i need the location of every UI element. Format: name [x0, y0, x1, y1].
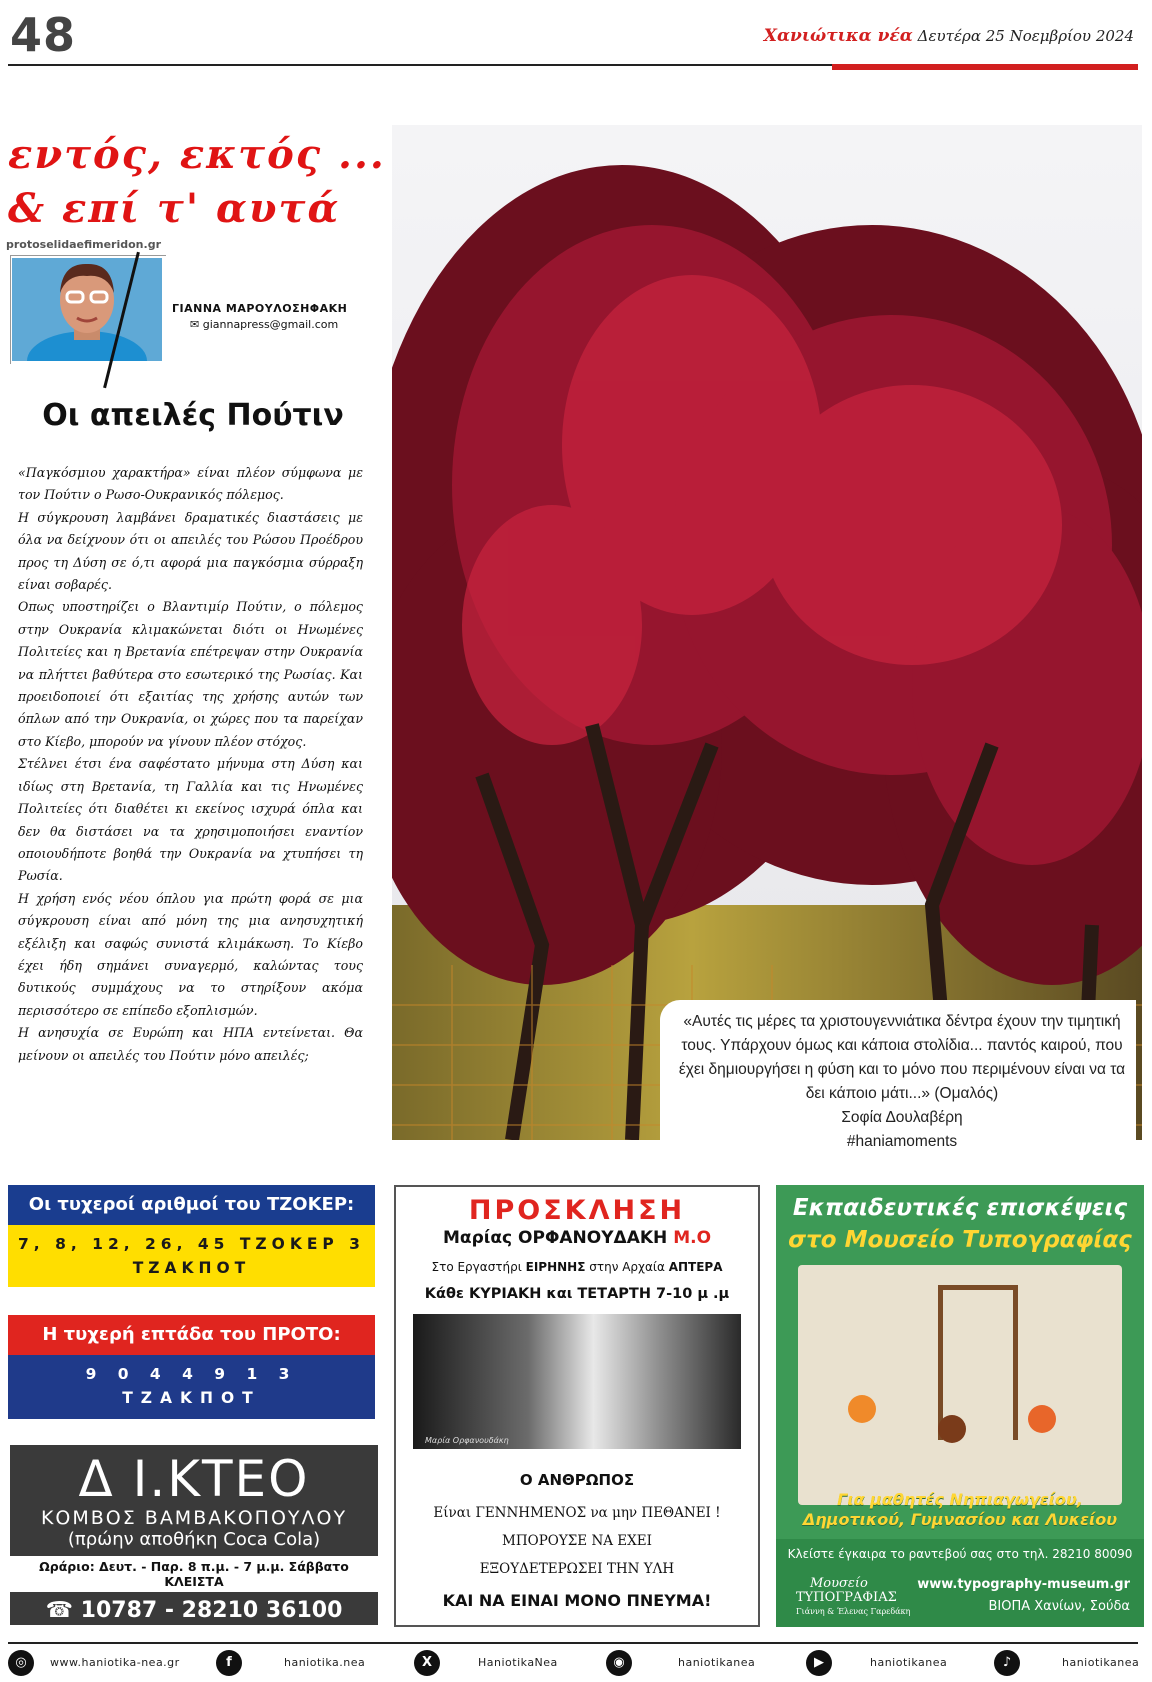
- kteo-ad[interactable]: [10, 1445, 378, 1625]
- invitation-name-text: Μαρίας ΟΡΦΑΝΟΥΔΑΚΗ: [442, 1228, 668, 1248]
- kteo-phone[interactable]: [10, 1598, 378, 1623]
- caption-author: Σοφία Δουλαβέρη: [841, 1109, 963, 1126]
- invitation-title: ΠΡΟΣΚΛΗΣΗ: [468, 1195, 686, 1226]
- author-photo: [12, 258, 162, 361]
- envelope-icon: ✉: [190, 318, 200, 331]
- invitation-line: Είναι ΓΕΝΝΗΜΕΝΟΣ να μην ΠΕΘΑΝΕΙ !: [433, 1505, 721, 1521]
- article-paragraph: Στέλνει έτσι ένα σαφέστατο μήνυμα στη Δύση και ιδίως στη Βρετανία, τη Γαλλία και τις Ηνωμένες Πολιτείες ότι διαθέτει κι εκείνος ισχυρά όπλα και δεν θα διστάσει να τα χρησιμοποιήσει εναντίον οποιουδήποτε βοηθά την Ουκρανία να χτυπήσει τη Ρωσία.: [18, 756, 363, 884]
- invitation-text: [396, 1499, 758, 1583]
- facebook-icon[interactable]: f: [216, 1650, 242, 1676]
- joker-numbers: 7, 8, 12, 26, 45 ΤΖΟΚΕΡ 3: [18, 1235, 365, 1253]
- invitation-closing: ΚΑΙ ΝΑ ΕΙΝΑΙ ΜΟΝΟ ΠΝΕΥΜΑ!: [442, 1591, 712, 1610]
- venue-mid: στην Αρχαία: [589, 1260, 665, 1274]
- newspaper-brand[interactable]: Χανιώτικα νέα: [763, 26, 913, 46]
- photo-caption: [672, 1010, 1132, 1154]
- invitation-line: ΕΞΟΥΔΕΤΕΡΩΣΕΙ ΤΗΝ ΥΛΗ: [479, 1561, 675, 1577]
- column-title-line1: εντός, εκτός ...: [8, 131, 386, 178]
- header-red-bar: [832, 64, 1138, 70]
- portrait-signature: Μαρία Ορφανουδάκη: [425, 1436, 509, 1445]
- x-icon[interactable]: X: [414, 1650, 440, 1676]
- tiktok-icon[interactable]: ♪: [994, 1650, 1020, 1676]
- kteo-logo: Δ Ι.ΚΤΕΟ: [78, 1450, 310, 1508]
- proto-jackpot: ΤΖΑΚΠΟΤ: [122, 1389, 261, 1407]
- venue-name: ΕΙΡΗΝΗΣ: [525, 1260, 586, 1274]
- caption-text: «Αυτές τις μέρες τα χριστουγεννιάτικα δέντρα έχουν την τιμητική τους. Υπάρχουν όμως και κάποια στολίδια... παντός καιρού, που έχει δημιουργήσει η φύση και το μόνο που περιμένουν είναι να τα δει κάποιο μάτι...» (Ομαλός): [678, 1013, 1126, 1102]
- page-number: 48: [10, 8, 77, 62]
- globe-icon[interactable]: ◎: [8, 1650, 34, 1676]
- venue-pre: Στο Εργαστήρι: [431, 1260, 522, 1274]
- museum-logo-sub: Γιάννη & Έλενας Γαρεδάκη: [796, 1607, 911, 1616]
- joker-results: [8, 1225, 375, 1287]
- portrait-image: [413, 1314, 741, 1449]
- footer-youtube[interactable]: haniotikanea: [870, 1656, 948, 1669]
- museum-booking: Κλείστε έγκαιρα το ραντεβού σας στο τηλ. 28210 80090: [787, 1547, 1133, 1561]
- museum-address: ΒΙΟΠΑ Χανίων, Σούδα: [988, 1599, 1130, 1614]
- invitation-name: [396, 1228, 758, 1248]
- joker-title: Οι τυχεροί αριθμοί του ΤΖΟΚΕΡ:: [8, 1185, 375, 1225]
- proto-numbers: 9 0 4 4 9 1 3: [85, 1365, 298, 1383]
- museum-audience-line1: Για μαθητές Νηπιαγωγείου,: [837, 1490, 1083, 1509]
- joker-jackpot: ΤΖΑΚΠΟΤ: [132, 1259, 251, 1277]
- column-title: [8, 128, 388, 236]
- venue-place: ΑΠΤΕΡΑ: [668, 1260, 723, 1274]
- museum-title2: στο Μουσείο Τυπογραφίας: [788, 1227, 1132, 1253]
- invitation-ad[interactable]: [394, 1185, 760, 1627]
- article-paragraph: Η ανησυχία σε Ευρώπη και ΗΠΑ εντείνεται. Θα μείνουν οι απειλές του Πούτιν μόνο απειλές;: [18, 1025, 363, 1063]
- issue-date: Δευτέρα 25 Νοεμβρίου 2024: [917, 27, 1134, 45]
- museum-logo-script: Μουσείο: [810, 1576, 868, 1591]
- invitation-subtitle: Ο ΑΝΘΡΩΠΟΣ: [519, 1471, 635, 1489]
- children-illustration: [838, 1385, 1068, 1485]
- invitation-line: ΜΠΟΡΟΥΣΕ ΝΑ ΕΧΕΙ: [502, 1533, 652, 1549]
- caption-hashtag[interactable]: #haniamoments: [846, 1133, 958, 1150]
- proto-results: [8, 1355, 375, 1419]
- author-name: ΓΙΑΝΝΑ ΜΑΡΟΥΛΟΣΗΦΑΚΗ: [172, 302, 348, 315]
- invitation-schedule: Κάθε ΚΥΡΙΑΚΗ και ΤΕΤΑΡΤΗ 7-10 μ .μ: [424, 1286, 730, 1302]
- footer-instagram[interactable]: haniotikanea: [678, 1656, 756, 1669]
- masthead: [764, 26, 1134, 46]
- article-body: [18, 462, 363, 1067]
- footer-rule: [8, 1642, 1138, 1644]
- article-paragraph: Η χρήση ενός νέου όπλου για πρώτη φορά σε μια σύγκρουση είναι από μόνη της μια ανησυχητική εξέλιξη και σαφώς συνιστά κλιμάκωση. Το Κίεβο έχει ήδη σημάνει συναγερμό, καλώντας τους δυτικούς συμμάχους να το στηρίξουν ακόμα περισσότερο σε επίπεδο εξοπλισμών.: [18, 890, 363, 1018]
- article-headline: Οι απειλές Πούτιν: [42, 398, 344, 433]
- youtube-icon[interactable]: ▶: [806, 1650, 832, 1676]
- instagram-icon[interactable]: ◉: [606, 1650, 632, 1676]
- kteo-location: ΚΟΜΒΟΣ ΒΑΜΒΑΚΟΠΟΥΛΟΥ: [40, 1507, 348, 1529]
- kteo-location-note: (πρώην αποθήκη Coca Cola): [67, 1529, 321, 1550]
- footer-facebook[interactable]: haniotika.nea: [284, 1656, 366, 1669]
- proto-title: Η τυχερή επτάδα του ΠΡΟΤΟ:: [8, 1315, 375, 1355]
- museum-audience-line2: Δημοτικού, Γυμνασίου και Λυκείου: [802, 1510, 1118, 1529]
- museum-audience: [776, 1490, 1144, 1530]
- article-paragraph: «Παγκόσμιου χαρακτήρα» είναι πλέον σύμφωνα με τον Πούτιν ο Ρωσο-Ουκρανικός πόλεμος.: [18, 465, 363, 503]
- column-title-line2: & επί τ' αυτά: [8, 185, 341, 232]
- museum-logo: [796, 1577, 910, 1619]
- museum-illustration: [798, 1265, 1122, 1505]
- tree-photo: [392, 125, 1142, 1140]
- article-paragraph: Η σύγκρουση λαμβάνει δραματικές διαστάσεις με όλα να δείχνουν ότι οι απειλές του Ρώσου Προέδρου προς τη Δύση σε ό,τι αφορά μια παγκόσμια σύρραξη είναι σοβαρές.: [18, 509, 363, 593]
- kteo-phone-number: 10787 - 28210 36100: [80, 1598, 343, 1623]
- museum-logo-main: ΤΥΠΟΓΡΑΦΙΑΣ: [796, 1590, 897, 1605]
- author-email-text: giannapress@gmail.com: [202, 318, 339, 331]
- kteo-hours: Ωράριο: Δευτ. - Παρ. 8 π.μ. - 7 μ.μ. Σάββατο ΚΛΕΙΣΤΑ: [10, 1556, 378, 1592]
- footer-x[interactable]: HaniotikaNea: [478, 1656, 558, 1669]
- museum-ad[interactable]: [776, 1185, 1144, 1627]
- museum-website[interactable]: www.typography-museum.gr: [917, 1577, 1130, 1592]
- phone-icon: ☎: [45, 1598, 73, 1623]
- museum-title1: Εκπαιδευτικές επισκέψεις: [792, 1195, 1128, 1221]
- footer-tiktok[interactable]: haniotikanea: [1062, 1656, 1140, 1669]
- footer-website[interactable]: www.haniotika-nea.gr: [50, 1656, 180, 1669]
- article-paragraph: Οπως υποστηρίζει ο Βλαντιμίρ Πούτιν, ο πόλεμος στην Ουκρανία κλιμακώνεται διότι οι Ηνωμένες Πολιτείες και η Βρετανία επέτρεψαν στην Ουκρανία να πλήττει βαθύτερα στο εσωτερικό της Ρωσίας. Και προειδοποιεί ότι εξαιτίας της χρήσης αυτών των όπλων από την Ουκρανία, οι χώρες που τα παρείχαν στο Κίεβο, μπορούν να γίνουν πλέον στόχος.: [18, 599, 363, 749]
- source-credit: protoselidaefimeridon.gr: [6, 238, 161, 251]
- author-email[interactable]: [190, 318, 338, 331]
- invitation-name-suffix: Μ.Ο: [673, 1228, 712, 1248]
- invitation-venue: [396, 1260, 758, 1274]
